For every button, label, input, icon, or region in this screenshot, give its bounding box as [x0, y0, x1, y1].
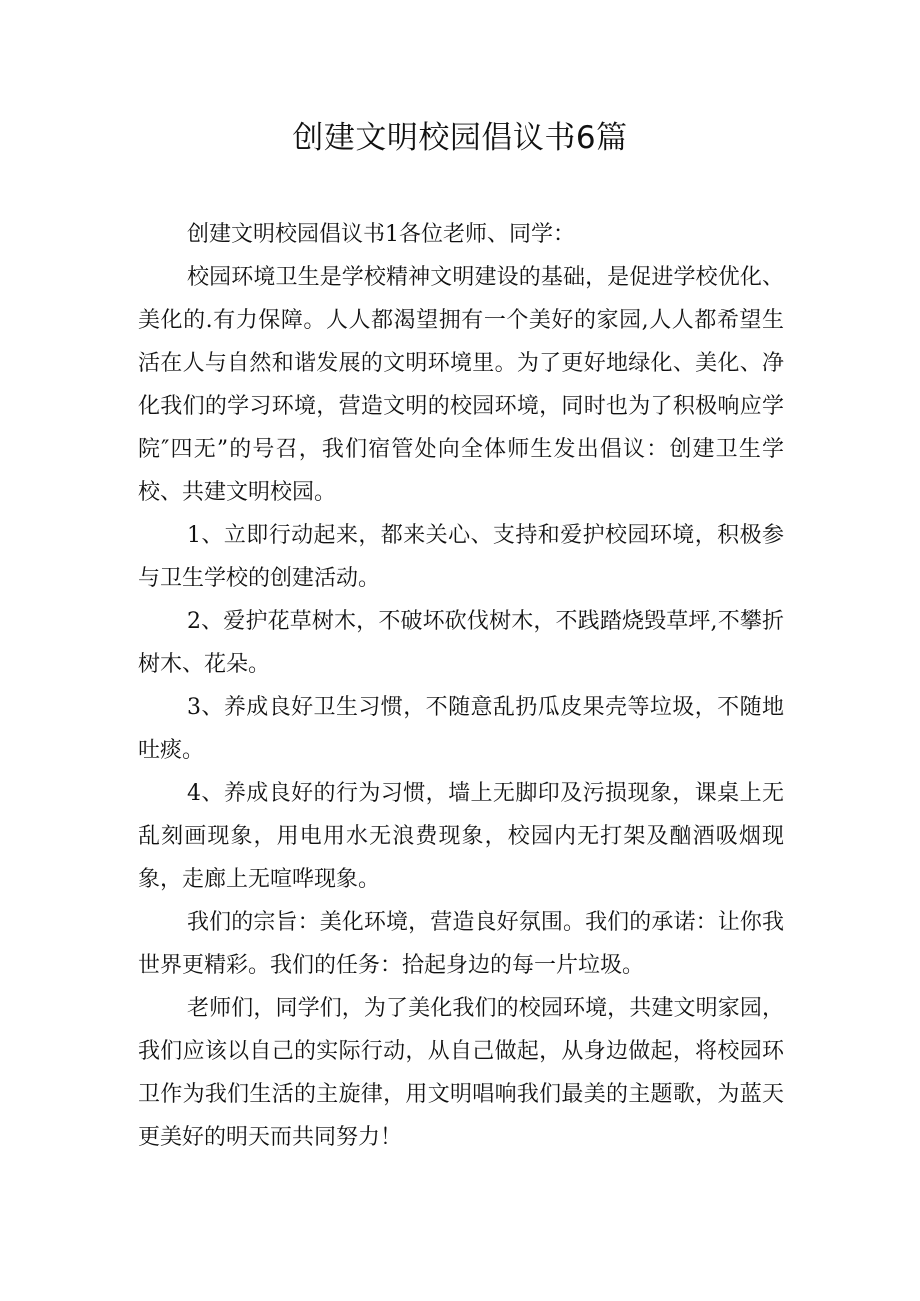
- document-title: 创建文明校园倡议书6篇: [292, 120, 628, 156]
- paragraph-greeting: 创建文明校园倡议书1各位老师、同学：: [187, 222, 575, 247]
- paragraph-item-2: 2、爱护花草树木，不破坏砍伐树木，不践踏烧毁草坪,不攀折树木、花朵。: [138, 609, 784, 677]
- paragraph-intro: 校园环境卫生是学校精神文明建设的基础，是促进学校优化、美化的.有力保障。人人都渴望拥有一个美好的家园,人人都希望生活在人与自然和谐发展的文明环境里。为了更好地绿化、美化、净化我们的学习环境，营造文明的校园环境，同时也为了积极响应学院″四无”的号召，我们宿管处向全体师生发出倡议：创建卫生学校、共建文明校园。: [138, 265, 784, 505]
- paragraph-item-3: 3、养成良好卫生习惯，不随意乱扔瓜皮果壳等垃圾，不随地吐痰。: [138, 695, 784, 763]
- paragraph-item-4: 4、养成良好的行为习惯，墙上无脚印及污损现象，课桌上无乱刻画现象，用电用水无浪费现象，校园内无打架及酗酒吸烟现象，走廊上无喧哗现象。: [138, 781, 784, 892]
- paragraph-item-1: 1、立即行动起来，都来关心、支持和爱护校园环境，积极参与卫生学校的创建活动。: [138, 523, 784, 591]
- paragraph-closing: 老师们，同学们，为了美化我们的校园环境，共建文明家园，我们应该以自己的实际行动，从自己做起，从身边做起，将校园环卫作为我们生活的主旋律，用文明唱响我们最美的主题歌，为蓝天更美好的明天而共同努力！: [138, 996, 784, 1150]
- document-body: [138, 213, 784, 1159]
- paragraph-mission: 我们的宗旨：美化环境，营造良好氛围。我们的承诺：让你我世界更精彩。我们的任务：拾起身边的每一片垃圾。: [138, 910, 784, 978]
